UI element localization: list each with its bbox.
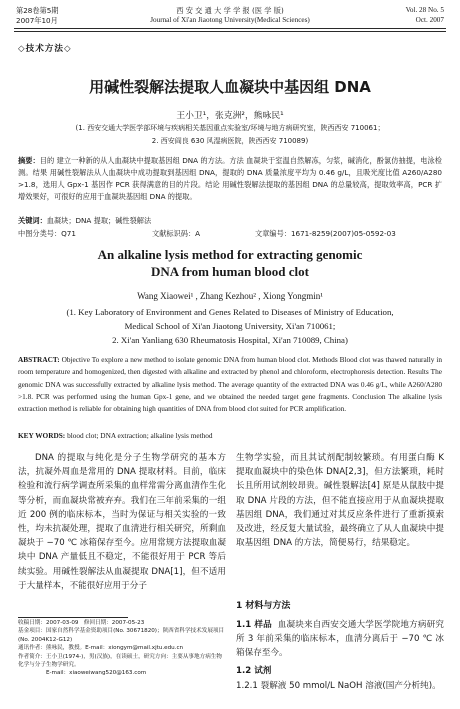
journal-title-cn: 西 安 交 通 大 学 学 报 (医 学 版) — [176, 6, 284, 15]
body-right-paragraph: 生物学实验，而且其试剂配制较繁琐。有用蛋白酶 K 提取血凝块中的染色体 DNA[2,3]，但方法繁琐，耗时长且所用试剂较昂贵。碱性裂解法[4] 原是从鼠肢中提取 DNA 片段的方法，但不能直接应用于从血凝块提取基因组 DNA，我们通过对其反应条件进行了重新摸索及改进，经反复大量试验，最终确立了从人血凝块中提取基因组 DNA 的方法，简便易行，结果稳定。 — [236, 453, 444, 549]
header-rule — [14, 28, 446, 29]
section-heading-1: 1 材料与方法 — [236, 601, 291, 611]
affiliation-en-1: (1. Key Laboratory of Environment and Genes Related to Diseases of Ministry of Education, — [66, 307, 394, 317]
affiliation-en-2: Medical School of Xi'an Jiaotong University, Xi'an 710061; — [124, 321, 336, 331]
keywords-cn-label: 关键词： — [18, 216, 47, 225]
volume-en: Vol. 28 No. 5 — [405, 6, 444, 14]
keywords-cn-text: 血凝块；DNA 提取；碱性裂解法 — [46, 216, 152, 225]
subsection-1-1-label: 1.1 样品 — [236, 620, 272, 630]
column-tag: ◇技术方法◇ — [18, 44, 72, 54]
corresponding-author: 通讯作者：熊咏民，教授。E-mail：xiongym@mail.xjtu.edu.cn — [18, 645, 184, 652]
volume-issue: 第28卷第5期 — [16, 6, 59, 15]
received-date: 收稿日期：2007-03-09 — [18, 620, 79, 626]
subsection-1-2: 1.2 试剂 — [236, 666, 272, 676]
abstract-en-label: ABSTRACT: — [18, 355, 60, 364]
abstract-cn-label: 摘要： — [18, 156, 40, 165]
footnote — [18, 619, 226, 678]
document-code: 文献标识码：A — [152, 229, 201, 238]
article-number: 文章编号：1671-8259(2007)05-0592-03 — [255, 229, 396, 238]
title-en-line-2: DNA from human blood clot — [151, 264, 309, 279]
header-rule-thin — [14, 31, 446, 32]
affiliation-en-3: 2. Xi'an Yanliang 630 Rheumatosis Hospital, Xi'an 710089, China) — [112, 335, 348, 345]
author-email: E-mail：xiaoweiwang520@163.com — [46, 670, 147, 677]
affiliation-cn-1: (1. 西安交通大学医学部环境与疾病相关基因重点实验室/环境与地方病研究室，陕西西安 710061； — [75, 124, 385, 132]
affiliation-cn-2: 2. 西安阎良 630 风湿病医院，陕西西安 710089) — [151, 137, 309, 145]
date-en: Oct. 2007 — [415, 16, 444, 24]
keywords-cn — [18, 216, 442, 226]
subsection-1-2-1: 1.2.1 裂解液 50 mmol/L NaOH 溶液(国产分析纯)。 — [236, 681, 441, 691]
abstract-cn-text: 目的 建立一种新的从人血凝块中提取基因组 DNA 的方法。方法 血凝块于室温自然解冻，匀浆，碱消化，酚氯仿抽提，电泳检测。结果 用碱性裂解法从人血凝块中成功提取到基因组 DNA，提取的 DNA 质量浓度平均为 0.46 g/L，且吸光度比值 A260/A280 >1.8，选用人 Gpx-1 基因作 PCR 获得满意的目的片段。结论 用碱性裂解法提取的基因组 DNA 的总量较高，提取效率高，PCR 扩增效果好，可很好的应用于血凝块基因组 DNA 的提取。 — [18, 156, 442, 201]
title-en-line-1: An alkaline lysis method for extracting genomic — [97, 247, 363, 262]
keywords-en-text: blood clot; DNA extraction; alkaline lysis method — [67, 431, 213, 440]
keywords-en — [18, 431, 442, 440]
subsection-1-1-text: 血凝块来自西安交通大学医学院地方病研究所 3 年前采集的临床标本，血清分离后于 −70 ℃ 冰箱保存至今。 — [236, 620, 444, 659]
footnote-rule — [18, 617, 128, 618]
revised-date: 修回日期：2007-05-23 — [83, 620, 145, 626]
author-bio: 作者简介：王小卫(1974-)，男(汉族)，在读硕士，研究方向：主要从事地方病生物化学与分子生物学研究。 — [18, 653, 222, 669]
keywords-en-label: KEY WORDS: — [18, 431, 66, 440]
body-left-paragraph: DNA 的提取与纯化是分子生物学研究的基本方法，抗凝外周血是常用的 DNA 提取材料。目前，临床检验和流行病学调查所采集的血样常需分离血清作生化等分析，而血凝块常被弃弃。我们在三年前采集的一组近 200 例的临床标本，当时为保证与相关实验的一致性，均未抗凝处理，提取了血清进行相关研究，所剩血凝块于 −70 ℃ 冰箱保存至今。应用常规方法提取血凝块中 DNA 产量低且不稳定，不能很好用于 PCR 等后续实验。用碱性裂解法从血凝提取 DNA[1]，但不适用于大量样本，不能很好应用于分子 — [18, 453, 226, 591]
title-cn: 用碱性裂解法提取人血凝块中基因组 DNA — [89, 78, 371, 96]
abstract-en — [18, 354, 442, 415]
authors-en: Wang Xiaowei¹ , Zhang Kezhou² , Xiong Yongmin¹ — [137, 291, 323, 301]
clc-number: 中图分类号：Q71 — [18, 229, 76, 238]
journal-title-en: Journal of Xi'an Jiaotong University(Medical Sciences) — [150, 16, 310, 24]
abstract-en-text: Objective To explore a new method to isolate genomic DNA from human blood clot. Methods Blood clot was thawed naturally in room temperature and homogenized, then digested with alkaline and extracted by phenol and chloroform, electrophoresis detection. Results The genomic DNA was successfully extracted by alkaline lysis method. The average quantity of the extracted DNA was 0.46 g/L, while A260/A280 >1.8. PCR was performed using the human Gpx-1 gene, and we obtained the needed target gene fragments. Conclusion The alkaline lysis extraction method is reliable for obtaining high quantities of DNA from blood clot suited for PCR amplification. — [18, 355, 442, 414]
abstract-cn — [18, 155, 442, 203]
subsection-1-1 — [236, 618, 444, 661]
issue-date: 2007年10月 — [16, 16, 58, 25]
authors-cn: 王小卫¹，张克洲²，熊咏民¹ — [176, 111, 284, 121]
fund-info: 基金项目：国家自然科学基金资助项目(No. 30671820)；陕西省科学技术发展项目(No. 2004K12-G12) — [18, 628, 225, 643]
